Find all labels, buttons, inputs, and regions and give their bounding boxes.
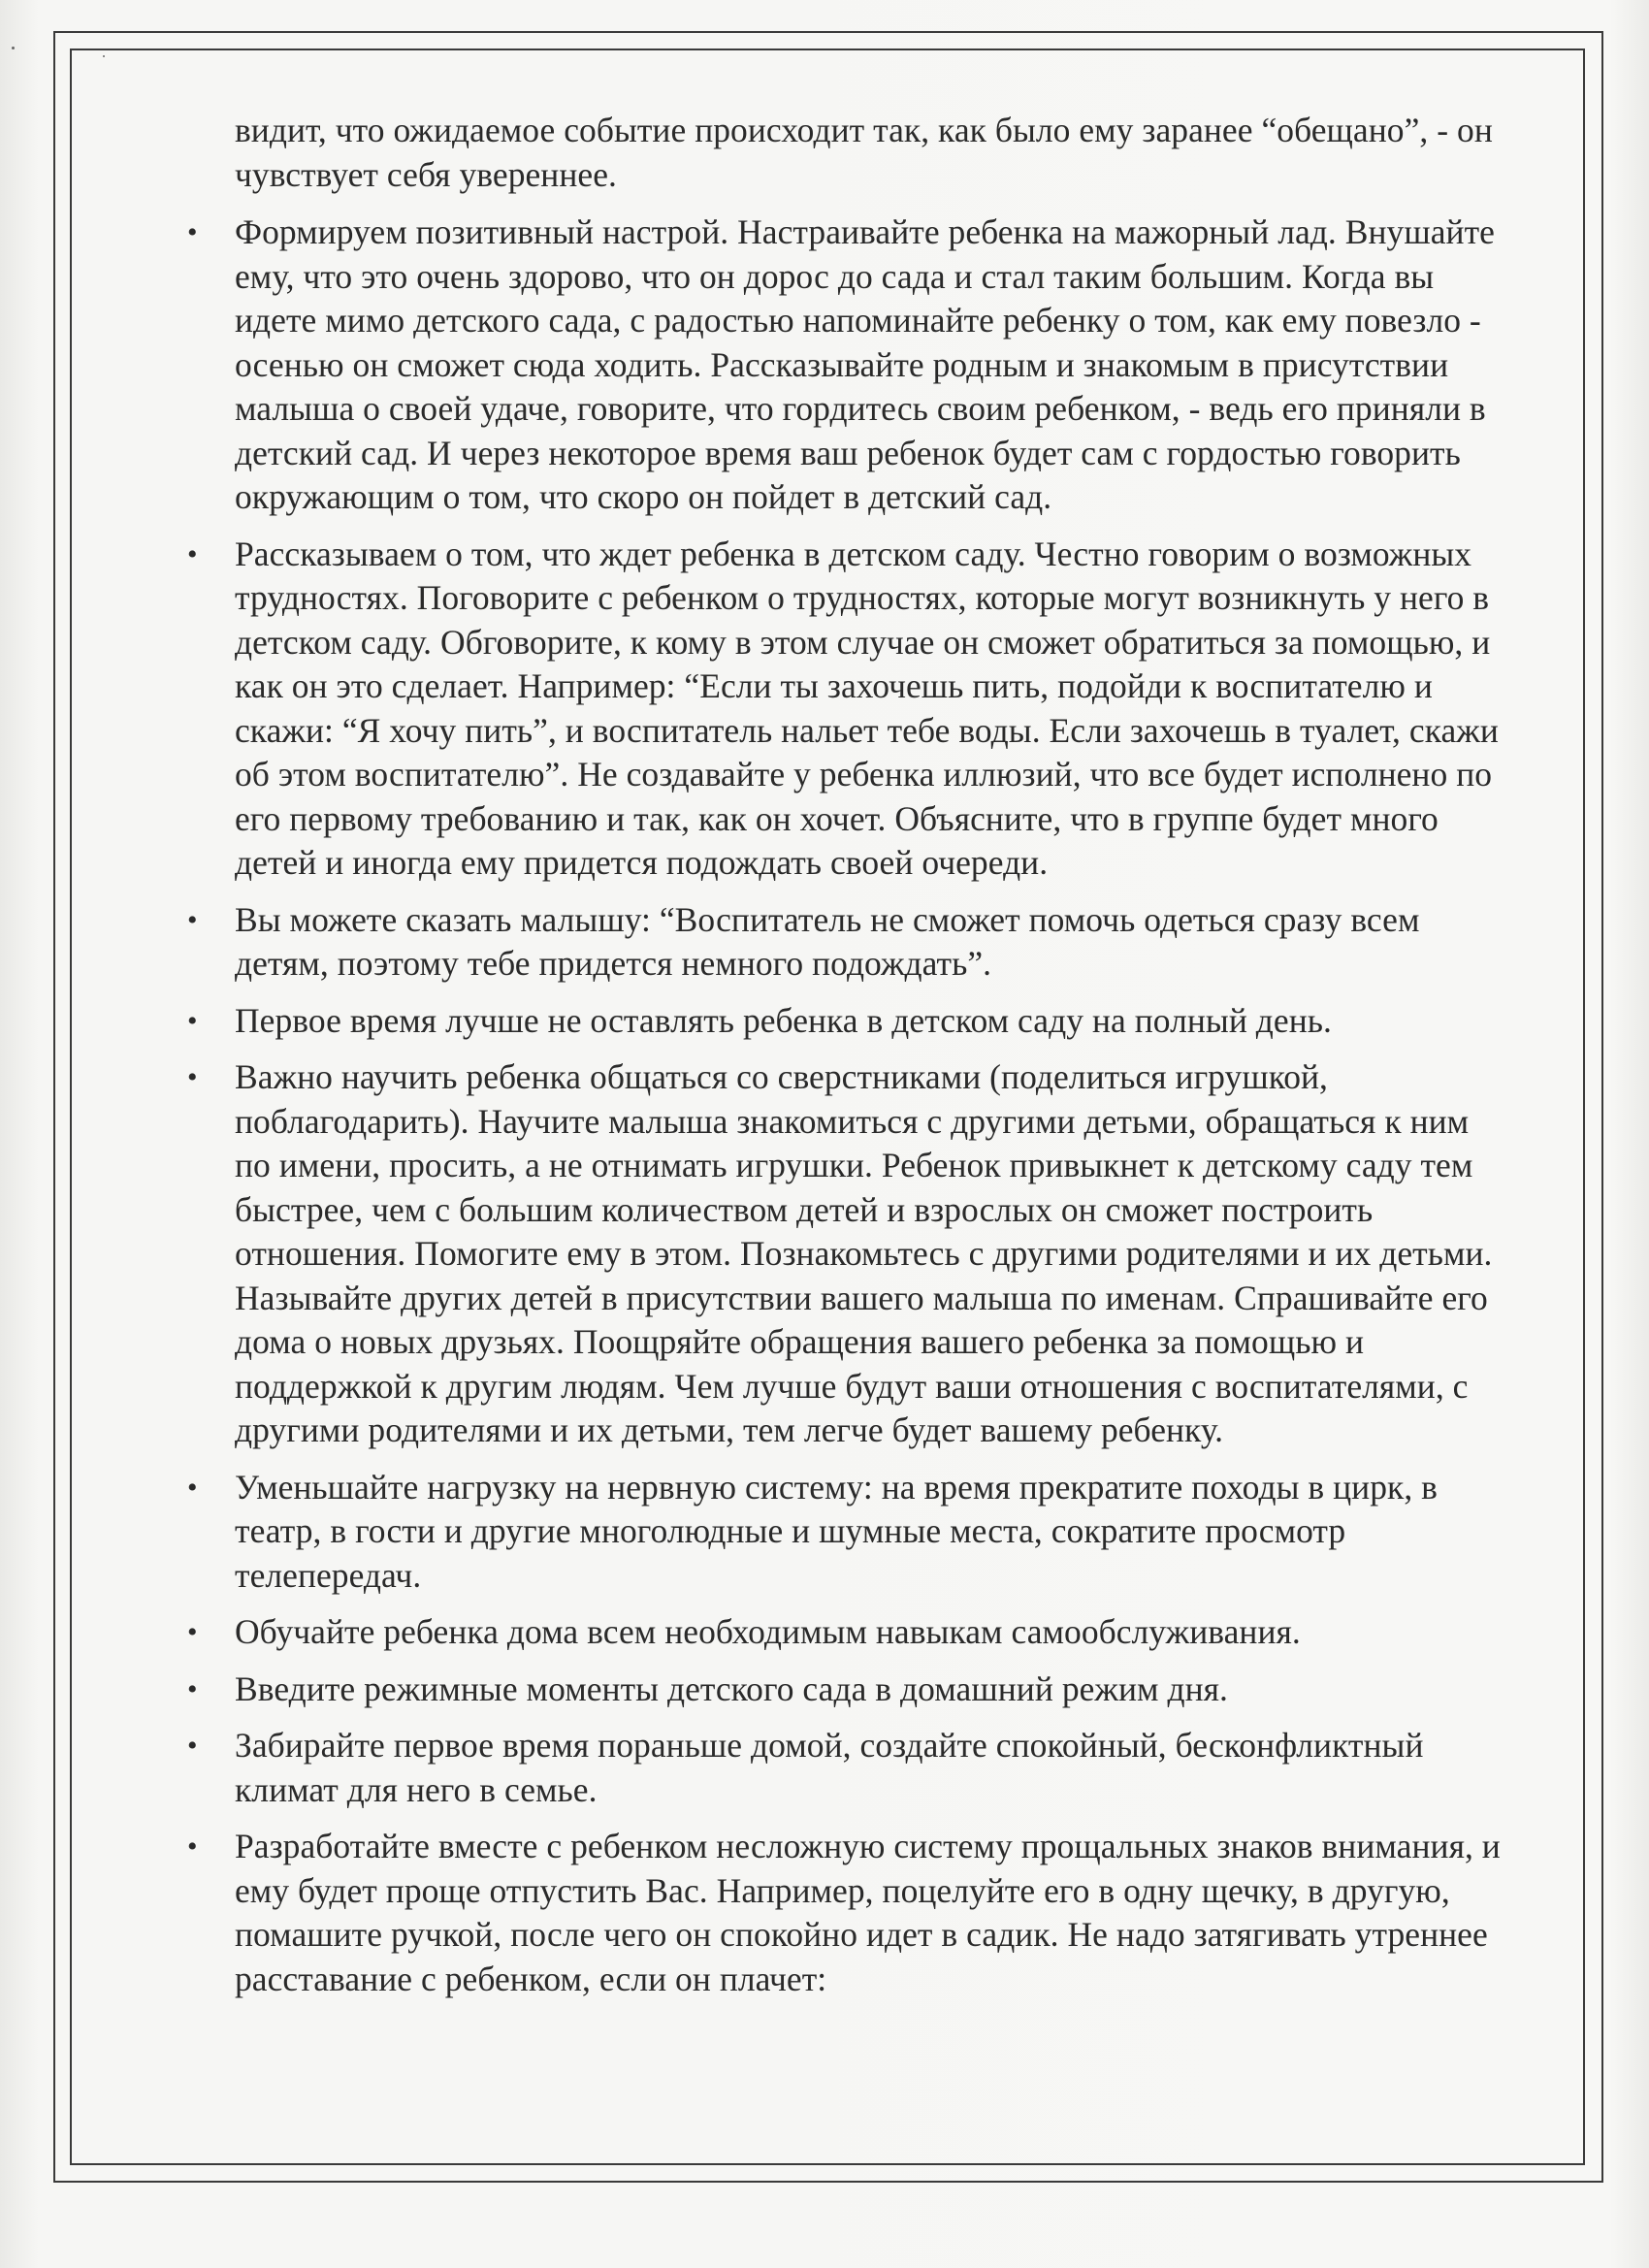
list-item-text: Обучайте ребенка дома всем необходимым навыкам самообслуживания.: [235, 1612, 1301, 1651]
scan-speck: [12, 47, 15, 49]
bullet-icon: •: [187, 216, 198, 248]
list-item-text: Разработайте вместе с ребенком несложную систему прощальных знаков внимания, и ему будет проще отпустить Вас. Например, поцелуйте его в одну щечку, в другую, помашите ручкой, после чего он спокойно идет в садик. Не надо затягивать утреннее расставание с ребенком, если он плачет:: [235, 1827, 1501, 1998]
bullet-icon: •: [187, 1672, 198, 1705]
bullet-icon: •: [187, 1831, 198, 1863]
list-item: [184, 1668, 1504, 1712]
continuation-paragraph: видит, что ожидаемое событие происходит так, как было ему заранее “обещано”, - он чувствует себя увереннее.: [235, 111, 1493, 194]
list-item: [184, 1055, 1504, 1453]
list-item: [184, 1825, 1504, 2001]
list-item: [184, 898, 1504, 987]
bullet-list: [184, 211, 1504, 2001]
list-item-text: Важно научить ребенка общаться со сверстниками (поделиться игрушкой, поблагодарить). Научите малыша знакомиться с другими детьми, обращаться к ним по имени, просить, а не отнимать игрушки. Ребенок привыкнет к детскому саду тем быстрее, чем с большим количеством детей и взрослых он сможет построить отношения. Помогите ему в этом. Познакомьтесь с другими родителями и их детьми. Называйте других детей в присутствии вашего малыша по именам. Спрашивайте его дома о новых друзьях. Поощряйте обращения вашего ребенка за помощью и поддержкой к другим людям. Чем лучше будут ваши отношения с воспитателями, с другими родителями и их детьми, тем легче будет вашему ребенку.: [235, 1057, 1493, 1449]
list-item: [184, 1610, 1504, 1655]
list-item-text: Вы можете сказать малышу: “Воспитатель не сможет помочь одеться сразу всем детям, поэтому тебе придется немного подождать”.: [235, 899, 1420, 983]
list-item: [184, 1724, 1504, 1812]
list-item: [184, 533, 1504, 886]
bullet-icon: •: [187, 1471, 198, 1504]
bullet-icon: •: [187, 903, 198, 936]
list-item-text: Формируем позитивный настрой. Настраивайте ребенка на мажорный лад. Внушайте ему, что это очень здорово, что он дорос до сада и стал таким большим. Когда вы идете мимо детского сада, с радостью напоминайте ребенку о том, как ему повезло - осенью он сможет сюда ходить. Рассказывайте родным и знакомым в присутствии малыша о своей удаче, говорите, что гордитесь своим ребенком, - ведь его приняли в детский сад. И через некоторое время ваш ребенок будет сам с гордостью говорить окружающим о том, что скоро он пойдет в детский сад.: [235, 212, 1495, 516]
list-item-text: Первое время лучше не оставлять ребенка в детском саду на полный день.: [235, 1000, 1332, 1040]
list-item: [184, 1466, 1504, 1599]
list-item-text: Забирайте первое время пораньше домой, создайте спокойный, бесконфликтный климат для него в семье.: [235, 1726, 1424, 1809]
document-body: [184, 109, 1504, 2014]
list-item-text: Уменьшайте нагрузку на нервную систему: на время прекратите походы в цирк, в театр, в гости и другие многолюдные и шумные места, сократите просмотр телепередач.: [235, 1467, 1438, 1595]
bullet-icon: •: [187, 537, 198, 570]
bullet-icon: •: [187, 1004, 198, 1037]
list-item-text: Введите режимные моменты детского сада в домашний режим дня.: [235, 1669, 1228, 1708]
bullet-icon: •: [187, 1616, 198, 1648]
bullet-icon: •: [187, 1730, 198, 1762]
list-item: [184, 211, 1504, 520]
scan-speck: [103, 55, 105, 57]
bullet-icon: •: [187, 1061, 198, 1093]
list-item-text: Рассказываем о том, что ждет ребенка в детском саду. Честно говорим о возможных трудностях. Поговорите с ребенком о трудностях, которые могут возникнуть у него в детском саду. Обговорите, к кому в этом случае он сможет обратиться за помощью, и как он это сделает. Например: “Если ты захочешь пить, подойди к воспитателю и скажи: “Я хочу пить”, и воспитатель нальет тебе воды. Если захочешь в туалет, скажи об этом воспитателю”. Не создавайте у ребенка иллюзий, что все будет исполнено по его первому требованию и так, как он хочет. Объясните, что в группе будет много детей и иногда ему придется подождать своей очереди.: [235, 534, 1499, 882]
list-item: [184, 999, 1504, 1044]
